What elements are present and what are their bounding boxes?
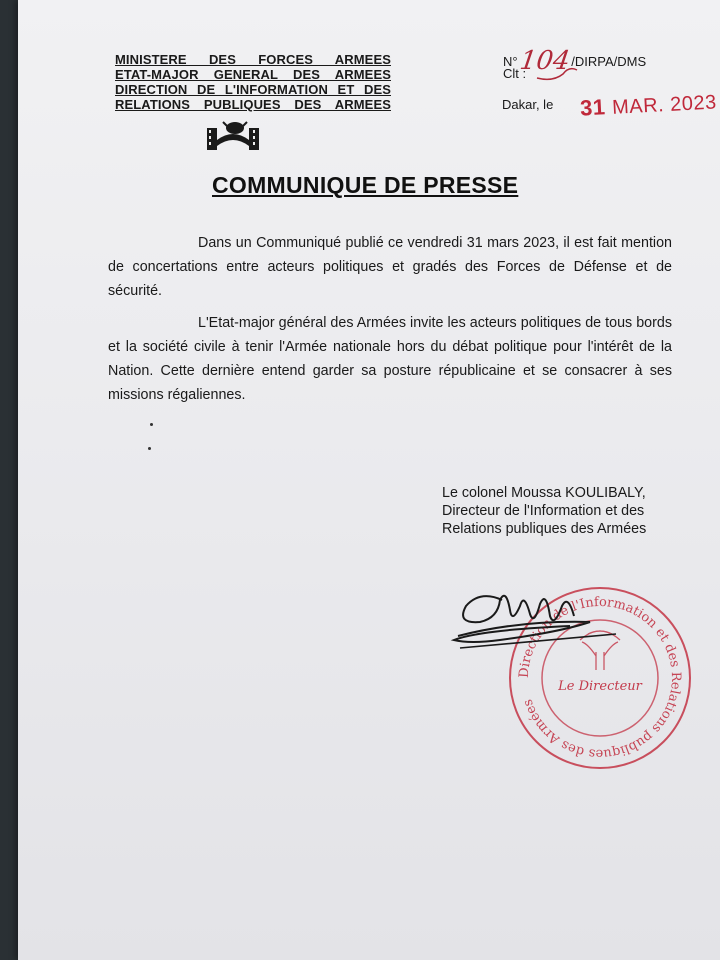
body-paragraph-2: L'Etat-major général des Armées invite les acteurs politiques de tous bords et la société civile à tenir l'Armée nationale hors du débat politique pour l'intérêt de la Nation. Cette dernière entend garder sa posture républicaine et se consacrer à ses missions régaliennes. xyxy=(108,315,672,403)
reference-number xyxy=(503,46,647,81)
ref-label: N° xyxy=(503,54,518,69)
stamp-ring-text: Direction de l'Information et des Relations publiques des Armées xyxy=(516,594,684,762)
date-stamp-day: 31 xyxy=(579,94,607,121)
signatory-title-2: Relations publiques des Armées xyxy=(442,521,647,537)
ref-suffix: /DIRPA/DMS xyxy=(571,54,647,69)
date-stamp-month-year: MAR. 2023 xyxy=(611,91,718,119)
signatory-name: Le colonel Moussa KOULIBALY, xyxy=(442,485,646,501)
clt-label: Clt : xyxy=(503,66,527,81)
armed-forces-emblem-icon xyxy=(205,120,261,154)
letterhead-line-relations: RELATIONS PUBLIQUES DES ARMEES xyxy=(115,97,391,112)
place-label: Dakar, le xyxy=(502,97,554,112)
handwritten-signature xyxy=(440,570,700,750)
document-page xyxy=(18,0,720,960)
stray-dot xyxy=(150,423,153,426)
letterhead xyxy=(115,52,391,112)
handwritten-scribble-icon xyxy=(533,56,583,86)
signatory-title-1: Directeur de l'Information et des xyxy=(442,503,645,519)
letterhead-line-direction: DIRECTION DE L'INFORMATION ET DES xyxy=(115,82,391,97)
signatory-block xyxy=(442,484,646,538)
letterhead-line-ministry: MINISTERE DES FORCES ARMEES xyxy=(115,52,391,67)
body-paragraph-1: Dans un Communiqué publié ce vendredi 31 mars 2023, il est fait mention de concertations entre acteurs politiques et gradés des Forces de Défense et de sécurité. xyxy=(108,235,672,299)
stamp-center-text: Le Directeur xyxy=(558,679,642,694)
document-title: COMMUNIQUE DE PRESSE xyxy=(212,172,519,198)
letterhead-line-etat-major: ETAT-MAJOR GENERAL DES ARMEES xyxy=(115,67,391,82)
stray-dot xyxy=(148,447,151,450)
communique-body xyxy=(108,231,672,415)
ref-number-handwritten: 104 xyxy=(517,46,572,76)
